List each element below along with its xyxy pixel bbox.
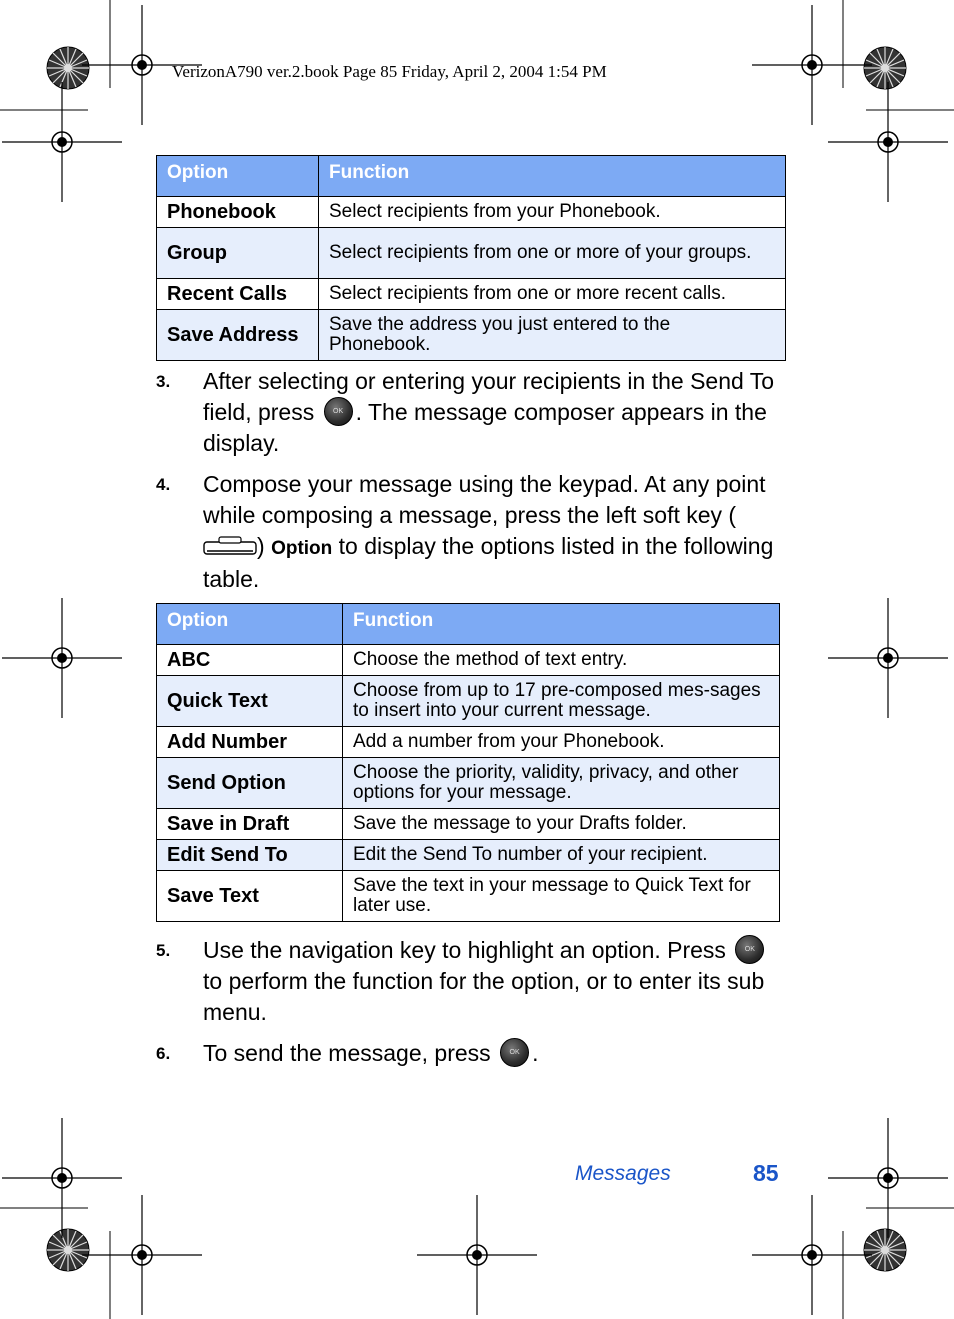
page-number: 85 <box>753 1160 779 1186</box>
option-softkey-label: Option <box>271 538 333 559</box>
table-row <box>157 310 786 361</box>
option-name: Send Option <box>157 758 343 809</box>
table-header-row <box>157 156 786 197</box>
option-name: Recent Calls <box>157 279 319 310</box>
ok-key-icon: OK <box>324 397 353 426</box>
step-text-part: To send the message, press <box>203 1040 491 1066</box>
step-text-part: to display the options listed in the following table. <box>203 533 774 592</box>
step-number: 6. <box>156 1044 171 1063</box>
table-row <box>157 279 786 310</box>
option-name: Quick Text <box>157 676 343 727</box>
option-name: Save Address <box>157 310 319 361</box>
option-function: Select recipients from one or more of your groups. <box>319 228 786 279</box>
option-function: Select recipients from your Phonebook. <box>319 197 786 228</box>
page-slug: VerizonA790 ver.2.book Page 85 Friday, April 2, 2004 1:54 PM <box>172 62 607 81</box>
option-name: Save in Draft <box>157 809 343 840</box>
table-row <box>157 645 780 676</box>
option-function: Save the message to your Drafts folder. <box>343 809 780 840</box>
step-text-part: After selecting or entering your recipients in the Send To field, press <box>203 368 775 425</box>
option-function: Save the address you just entered to the Phonebook. <box>319 310 786 361</box>
column-header-function: Function <box>319 156 786 197</box>
recipient-options-table <box>156 155 786 361</box>
step-number: 5. <box>156 941 171 960</box>
step-text <box>203 935 788 1028</box>
step-text-part: . The message composer appears in the display. <box>203 399 767 457</box>
table-row <box>157 871 780 922</box>
column-header-option: Option <box>157 156 319 197</box>
option-name: Add Number <box>157 727 343 758</box>
option-function: Choose the method of text entry. <box>343 645 780 676</box>
step-text <box>203 469 788 595</box>
table-row <box>157 197 786 228</box>
option-name: Group <box>157 228 319 279</box>
option-name: Phonebook <box>157 197 319 228</box>
ok-key-icon: OK <box>500 1038 529 1067</box>
table-row <box>157 676 780 727</box>
left-soft-key-icon <box>203 536 257 556</box>
table-row <box>157 228 786 279</box>
step-text-part: . <box>532 1040 539 1066</box>
option-name: ABC <box>157 645 343 676</box>
option-function: Save the text in your message to Quick Text for later use. <box>343 871 780 922</box>
ok-key-icon: OK <box>735 935 764 964</box>
table-header-row <box>157 604 780 645</box>
option-function: Select recipients from one or more recent calls. <box>319 279 786 310</box>
option-function: Choose the priority, validity, privacy, and other options for your message. <box>343 758 780 809</box>
step-text-part: to perform the function for the option, or to enter its sub menu. <box>203 968 765 1026</box>
step-text <box>203 1038 788 1069</box>
table-row <box>157 809 780 840</box>
option-name: Edit Send To <box>157 840 343 871</box>
composer-options-table <box>156 603 780 922</box>
footer-section-title: Messages <box>575 1162 671 1185</box>
column-header-function: Function <box>343 604 780 645</box>
table-row <box>157 727 780 758</box>
step-number: 4. <box>156 475 171 494</box>
option-function: Choose from up to 17 pre-composed mes-sages to insert into your current message. <box>343 676 780 727</box>
step-text-part: Compose your message using the keypad. At any point while composing a message, press the left soft key ( <box>203 471 766 528</box>
option-function: Add a number from your Phonebook. <box>343 727 780 758</box>
step-text-part: ) <box>257 533 265 559</box>
column-header-option: Option <box>157 604 343 645</box>
step-text-part: Use the navigation key to highlight an option. Press <box>203 937 726 963</box>
table-row <box>157 758 780 809</box>
step-text <box>203 366 788 459</box>
step-number: 3. <box>156 372 171 391</box>
option-function: Edit the Send To number of your recipient. <box>343 840 780 871</box>
table-row <box>157 840 780 871</box>
option-name: Save Text <box>157 871 343 922</box>
